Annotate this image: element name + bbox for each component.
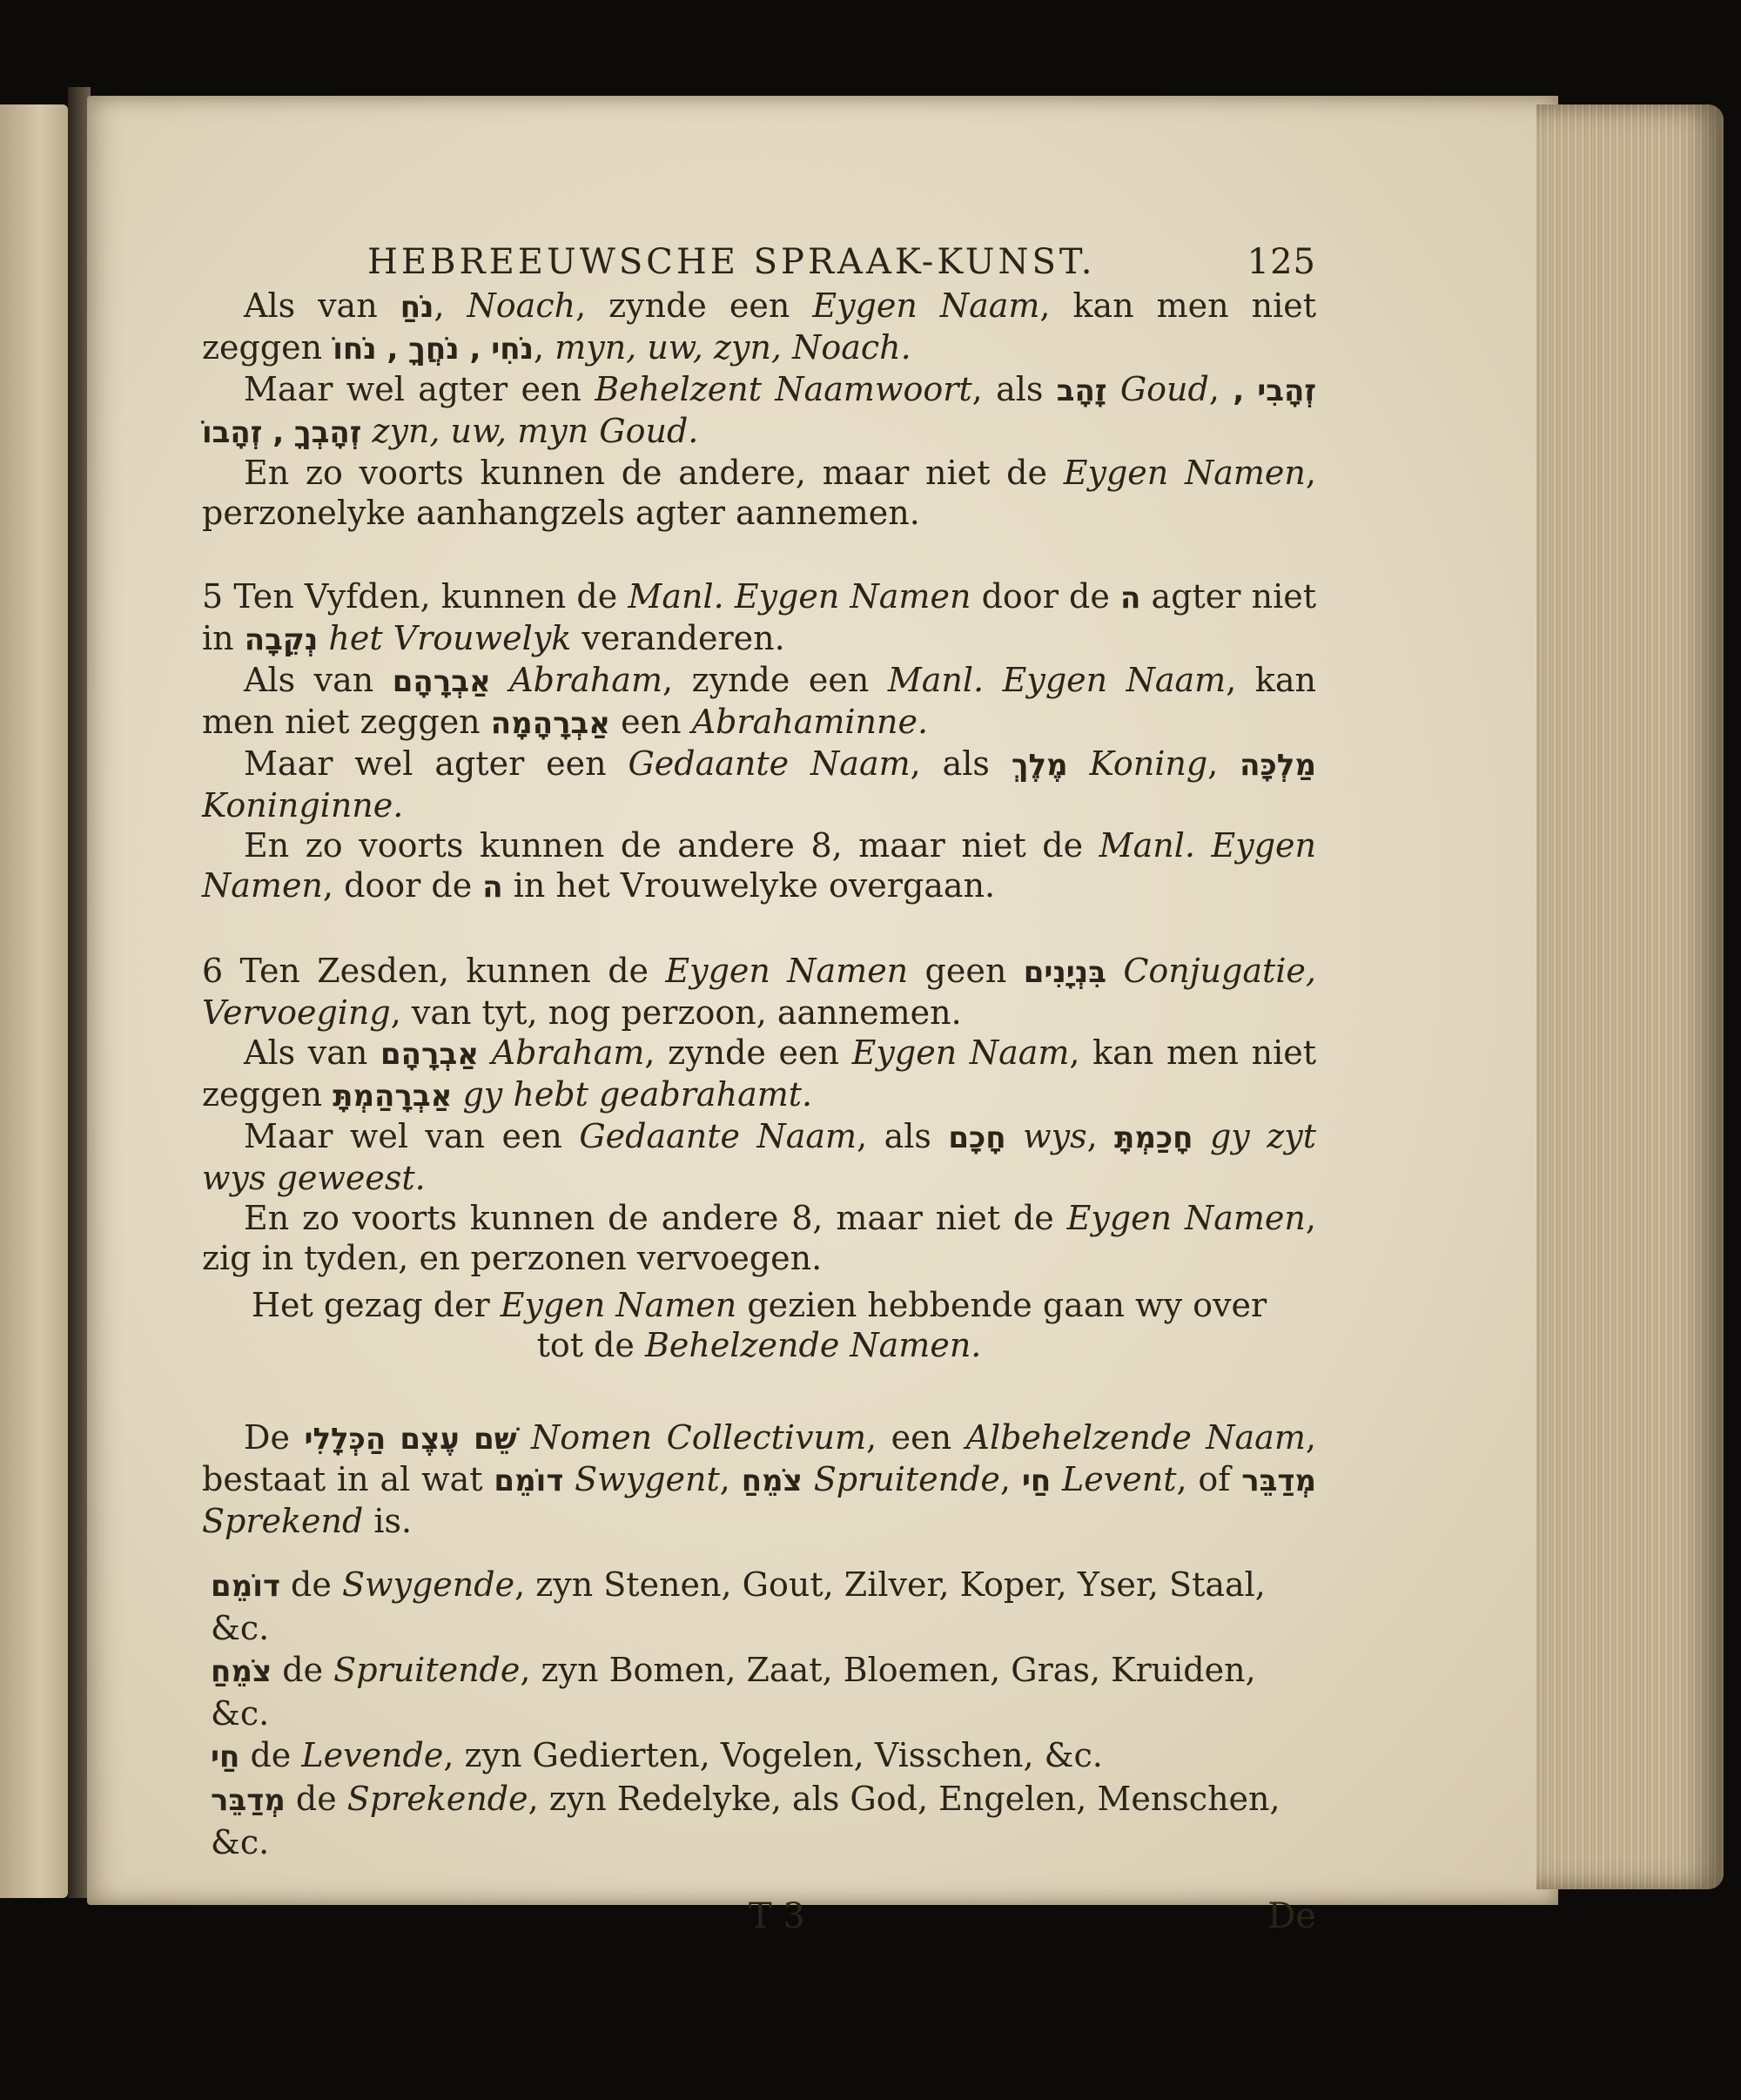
- hebrew-word: זָהָב: [1056, 374, 1107, 408]
- paragraph-collectivum: De שֵׁם עֶצֶם הַכְּלָלִי Nomen Collectivum, een Albehelzende Naam, bestaat in al wat דוֹמֵם Swygent, צֹמֵחַ Spruitende, חַי Levent, of מְדַבֵּר Sprekend is.: [202, 1418, 1316, 1540]
- category-line: מְדַבֵּר de Sprekende, zyn Redelyke, als God, Engelen, Menschen, &c.: [211, 1780, 1281, 1861]
- hebrew-word: נֹחִי , נֹחֲךָ , נֹחוֹ: [333, 332, 534, 367]
- transition-sentence: Het gezag der Eygen Namen gezien hebbende gaan wy over tot de Behelzende Namen.: [251, 1286, 1267, 1364]
- hebrew-word: צֹמֵחַ: [211, 1654, 272, 1689]
- paragraph-goud: Maar wel agter een Behelzent Naamwoort, als זָהָב Goud, זְהָבִי , זְהָבְךָ , זְהָבוֹ zyn, uw, myn Goud.: [202, 370, 1317, 450]
- page-block-edges: [1536, 104, 1724, 1889]
- page-footer: [202, 1896, 1316, 1936]
- hebrew-word: מַלְכָּה: [1240, 748, 1316, 783]
- hebrew-word: אַבְרָהַמְתָּ: [333, 1079, 453, 1114]
- hebrew-word: אַבְרָהָם: [380, 1037, 479, 1072]
- hebrew-word: נֹחַ: [400, 290, 434, 325]
- paragraph-section-5: 5 Ten Vyfden, kunnen de Manl. Eygen Namen door de ה agter niet in נְקֵבָה het Vrouwelyk veranderen.: [202, 577, 1317, 657]
- paragraph-noach: Als van נֹחַ, Noach, zynde een Eygen Naam, kan men niet zeggen נֹחִי , נֹחֲךָ , נֹחוֹ, myn, uw, zyn, Noach.: [202, 286, 1316, 367]
- hebrew-word: מְדַבֵּר: [1241, 1464, 1316, 1498]
- hebrew-word: צֹמֵחַ: [741, 1464, 803, 1498]
- hebrew-word: מֶלֶךְ: [1011, 748, 1068, 783]
- running-title: HEBREEUWSCHE SPRAAK-KUNST.: [367, 242, 1096, 282]
- hebrew-word: מְדַבֵּר: [211, 1783, 286, 1818]
- hebrew-word: חָכָם: [948, 1121, 1006, 1155]
- hebrew-word: בִּנְיָנִים: [1023, 955, 1106, 990]
- page-number: 125: [1247, 242, 1316, 282]
- paragraph-geabrahamt: Als van אַבְרָהָם Abraham, zynde een Eygen Naam, kan men niet zeggen אַבְרָהַמְתָּ gy hebt geabrahamt.: [202, 1033, 1316, 1114]
- running-header: [202, 242, 1316, 282]
- paragraph-aanhangzels: En zo voorts kunnen de andere, maar niet de Eygen Namen, perzonelyke aanhangzels agter aannemen.: [202, 454, 1316, 532]
- hebrew-word: שֵׁם עֶצֶם הַכְּלָלִי: [304, 1422, 517, 1457]
- category-list: [202, 1564, 1316, 1863]
- category-line: צֹמֵחַ de Spruitende, zyn Bomen, Zaat, Bloemen, Gras, Kruiden, &c.: [211, 1651, 1256, 1733]
- hebrew-word: אַבְרָהָמָה: [490, 706, 611, 741]
- paragraph-vrouwelyke: En zo voorts kunnen de andere 8, maar niet de Manl. Eygen Namen, door de ה in het Vrouwelyke overgaan.: [202, 826, 1316, 905]
- previous-page-edge: [0, 104, 68, 1898]
- hebrew-word: חָכַמְתָּ: [1114, 1121, 1193, 1155]
- paragraph-section-6: 6 Ten Zesden, kunnen de Eygen Namen geen בִּנְיָנִים Conjugatie, Vervoeging, van tyt, nog perzoon, aannemen.: [202, 952, 1316, 1032]
- hebrew-word: נְקֵבָה: [244, 623, 319, 657]
- paragraph-vervoegen: En zo voorts kunnen de andere 8, maar niet de Eygen Namen, zig in tyden, en perzonen vervoegen.: [202, 1199, 1316, 1277]
- hebrew-word: חַי: [211, 1740, 240, 1774]
- hebrew-word: אַבְרָהָם: [392, 664, 491, 699]
- paragraph-koning: Maar wel agter een Gedaante Naam, als מֶלֶךְ Koning, מַלְכָּה Koninginne.: [202, 744, 1316, 825]
- hebrew-letter: ה: [482, 870, 503, 905]
- hebrew-word: חַי: [1021, 1464, 1052, 1498]
- hebrew-word: דוֹמֵם: [494, 1464, 564, 1498]
- category-line: חַי de Levende, zyn Gedierten, Vogelen, Visschen, &c.: [211, 1736, 1103, 1774]
- page-text: [202, 242, 1316, 1936]
- hebrew-word: דוֹמֵם: [211, 1569, 280, 1604]
- hebrew-word: זְהָבִי , זְהָבְךָ , זְהָבוֹ: [202, 374, 1317, 450]
- catchword: De: [1267, 1896, 1316, 1936]
- paragraph-wys: Maar wel van een Gedaante Naam, als חָכָם wys, חָכַמְתָּ gy zyt wys geweest.: [202, 1117, 1316, 1197]
- paragraph-abraham: Als van אַבְרָהָם Abraham, zynde een Manl. Eygen Naam, kan men niet zeggen אַבְרָהָמָה een Abrahaminne.: [202, 661, 1316, 741]
- category-line: דוֹמֵם de Swygende, zyn Stenen, Gout, Zilver, Koper, Yser, Staal, &c.: [211, 1565, 1266, 1647]
- signature-mark: T 3: [749, 1896, 805, 1936]
- hebrew-letter: ה: [1120, 581, 1141, 616]
